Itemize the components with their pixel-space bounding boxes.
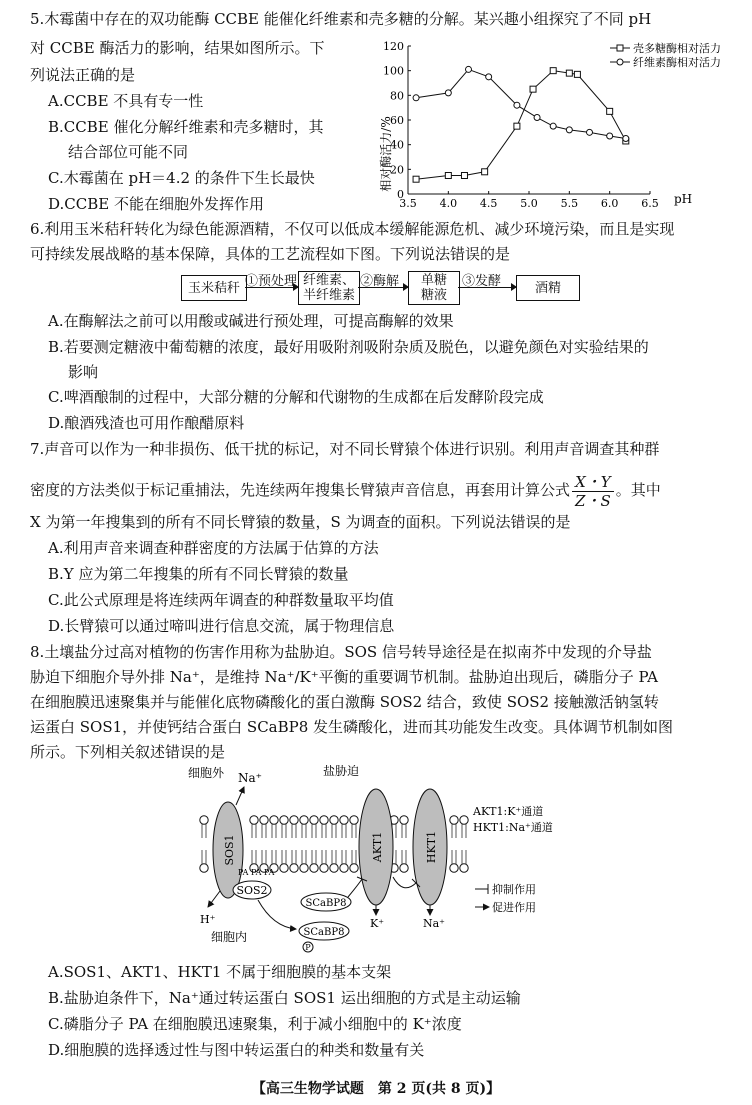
- salt-stress-label: 盐胁迫: [323, 765, 360, 778]
- q7-option-a: A.利用声音来调查种群密度的方法属于估算的方法: [48, 539, 379, 557]
- x-tick-label: 4.0: [439, 197, 458, 210]
- flow-box-sugar: 单糖 糖液: [408, 271, 460, 305]
- scabp8-label: SCaBP8: [305, 898, 347, 909]
- lipid-head: [350, 816, 358, 824]
- lipid-head: [280, 864, 288, 872]
- q6-option-c: C.啤酒酿制的过程中，大部分糖的分解和代谢物的生成都在后发酵阶段完成: [48, 388, 544, 406]
- q6-option-b: B.若要测定糖液中葡萄糖的浓度，最好用吸附剂吸附杂质及脱色，以避免颜色对实验结果的: [48, 338, 649, 356]
- q6-option-d: D.酿酒残渣也可用作酿醋原料: [48, 414, 245, 432]
- na-efflux-arrow: [236, 787, 244, 805]
- q7-stem-line2: [30, 468, 661, 512]
- sos2-to-scabp8p-arrow: [258, 900, 296, 929]
- q5-option-b-cont: 结合部位可能不同: [68, 143, 189, 161]
- scabp8p-label: SCaBP8: [303, 927, 345, 938]
- series-point-circle: [514, 102, 520, 108]
- lipid-head: [270, 816, 278, 824]
- q8-option-a: A.SOS1、AKT1、HKT1 不属于细胞膜的基本支架: [48, 963, 392, 981]
- legend-label-0: 壳多糖酶相对活力: [633, 42, 721, 55]
- legend-marker-circle: [617, 59, 623, 65]
- x-tick-label: 4.5: [479, 197, 498, 210]
- q7-stem-line2-end: 。其中: [615, 481, 661, 499]
- q5-option-b: B.CCBE 催化分解纤维素和壳多糖时，其: [48, 118, 324, 136]
- q6-stem-line1: 6.利用玉米秸秆转化为绿色能源酒精，不仅可以低成本缓解能源危机、减少环境污染，而且是实现: [30, 220, 675, 238]
- series-point-circle: [623, 136, 629, 142]
- q8-stem-line3: 在细胞膜迅速聚集并与能催化底物磷酸化的蛋白激酶 SOS2 结合，致使 SOS2 接触激活钠氢转: [30, 693, 659, 711]
- lipid-head: [320, 816, 328, 824]
- q7-option-d: D.长臂猿可以通过啼叫进行信息交流，属于物理信息: [48, 617, 395, 635]
- series-point-square: [530, 86, 536, 92]
- q7-stem-line2-text: 密度的方法类似于标记重捕法，先连续两年搜集长臂猿声音信息，再套用计算公式: [30, 481, 571, 499]
- flow-step-ferment: ③发酵: [462, 274, 502, 289]
- chart-legend: [610, 41, 721, 69]
- chart-ylabel: 相对酶活力/%: [379, 116, 393, 192]
- q8-stem-line4: 运蛋白 SOS1，并使钙结合蛋白 SCaBP8 发生磷酸化，进而其功能发生改变。具体调节机制如图: [30, 718, 674, 736]
- chart-series: [413, 66, 629, 182]
- akt1-to-hkt1-inhibit: [393, 877, 416, 888]
- lipid-head: [300, 816, 308, 824]
- na-in-label: Na⁺: [423, 917, 445, 930]
- series-point-square: [566, 70, 572, 76]
- x-tick-label: 3.5: [399, 197, 417, 210]
- series-point-circle: [550, 123, 556, 129]
- q7-option-b: B.Y 应为第二年搜集的所有不同长臂猿的数量: [48, 565, 349, 583]
- series-point-circle: [587, 129, 593, 135]
- chart-xlabel: pH: [674, 192, 693, 206]
- lipid-head: [450, 816, 458, 824]
- lipid-head: [450, 864, 458, 872]
- series-point-square: [574, 71, 580, 77]
- sos1-label: SOS1: [223, 834, 236, 866]
- lipid-head: [260, 816, 268, 824]
- lipid-head: [290, 864, 298, 872]
- q8-option-b: B.盐胁迫条件下，Na⁺通过转运蛋白 SOS1 运出细胞的方式是主动运输: [48, 989, 521, 1007]
- lipid-head: [320, 864, 328, 872]
- population-formula: [572, 473, 614, 510]
- series-point-square: [445, 173, 451, 179]
- akt1-note: AKT1:K⁺通道: [473, 805, 544, 818]
- series-point-square: [607, 108, 613, 114]
- flow-arrow-2: [358, 287, 408, 288]
- lipid-head: [350, 864, 358, 872]
- q8-stem-line2: 胁迫下细胞介导外排 Na⁺，是维持 Na⁺/K⁺平衡的重要调节机制。盐胁迫出现后，磷脂分子 PA: [30, 668, 659, 686]
- q5-stem-line3: 列说法正确的是: [30, 66, 136, 84]
- lipid-head: [460, 816, 468, 824]
- na-out-label: Na⁺: [238, 771, 262, 785]
- lipid-head: [310, 816, 318, 824]
- outside-label: 细胞外: [188, 766, 225, 780]
- q5-option-c: C.木霉菌在 pH＝4.2 的条件下生长最快: [48, 169, 315, 187]
- flow-box-cellulose: 纤维素、 半纤维素: [298, 271, 360, 305]
- q8-option-d: D.细胞膜的选择透过性与图中转运蛋白的种类和数量有关: [48, 1041, 425, 1059]
- lipid-head: [290, 816, 298, 824]
- y-tick-label: 100: [383, 64, 404, 78]
- pa-label-1: PA: [238, 868, 249, 877]
- formula-denominator: Z・S: [575, 491, 611, 510]
- lipid-head: [310, 864, 318, 872]
- q6-option-b-cont: 影响: [68, 363, 99, 381]
- lipid-head: [340, 816, 348, 824]
- q7-stem-line1: 7.声音可以作为一种非损伤、低干扰的标记，对不同长臂猿个体进行识别。利用声音调查其种群: [30, 440, 660, 458]
- y-tick-label: 60: [390, 114, 404, 127]
- legend-label-1: 纤维素酶相对活力: [633, 56, 721, 69]
- legend-promote-label: 促进作用: [492, 901, 536, 914]
- lipid-head: [400, 864, 408, 872]
- series-point-square: [461, 173, 467, 179]
- lipid-head: [400, 816, 408, 824]
- series-point-circle: [466, 66, 472, 72]
- q5-stem-line1: 5.木霉菌中存在的双功能酶 CCBE 能催化纤维素和壳多糖的分解。某兴趣小组探究了不同 pH: [30, 10, 652, 28]
- pa-label-2: PA: [251, 868, 262, 877]
- hkt1-note: HKT1:Na⁺通道: [473, 821, 553, 834]
- lipid-head: [280, 816, 288, 824]
- q8-stem-line1: 8.土壤盐分过高对植物的伤害作用称为盐胁迫。SOS 信号转导途径是在拟南芥中发现的介导盐: [30, 643, 652, 661]
- h-influx-arrow: [208, 891, 220, 907]
- series-point-circle: [413, 95, 419, 101]
- sos-pathway-diagram: [178, 765, 598, 960]
- q5-option-d: D.CCBE 不能在细胞外发挥作用: [48, 195, 264, 213]
- phosphate-label: P: [305, 943, 311, 952]
- q6-stem-line2: 可持续发展战略的基本保障，具体的工艺流程如下图。下列说法错误的是: [30, 245, 511, 263]
- q8-stem-line5: 所示。下列相关叙述错误的是: [30, 743, 226, 761]
- y-tick-label: 40: [390, 138, 404, 152]
- x-tick-label: 5.0: [520, 197, 538, 210]
- flow-arrow-3: [458, 287, 516, 288]
- lipid-head: [250, 816, 258, 824]
- legend-inhibit-label: 抑制作用: [492, 883, 536, 896]
- x-tick-label: 6.0: [600, 197, 619, 210]
- flow-arrow-1: [245, 287, 298, 288]
- y-tick-label: 80: [390, 89, 404, 103]
- lipid-head: [330, 864, 338, 872]
- lipid-head: [200, 864, 208, 872]
- flow-step-pretreat: ①预处理: [245, 274, 298, 289]
- series-point-square: [550, 68, 556, 74]
- y-tick-label: 120: [383, 40, 404, 53]
- series-point-circle: [534, 115, 540, 121]
- q7-stem-line3: X 为第一年搜集到的所有不同长臂猿的数量，S 为调查的面积。下列说法错误的是: [30, 513, 571, 531]
- k-in-label: K⁺: [370, 917, 385, 930]
- lipid-head: [200, 816, 208, 824]
- legend-marker-square: [617, 45, 623, 51]
- q8-option-c: C.磷脂分子 PA 在细胞膜迅速聚集，利于减小细胞中的 K⁺浓度: [48, 1015, 462, 1033]
- series-line-0: [416, 71, 626, 180]
- series-line-1: [416, 69, 626, 138]
- lipid-head: [340, 864, 348, 872]
- flow-box-alcohol: 酒精: [516, 275, 580, 301]
- y-tick-label: 20: [390, 163, 404, 177]
- h-in-label: H⁺: [200, 913, 216, 926]
- sos2-label: SOS2: [236, 884, 268, 897]
- pa-label-3: PA: [264, 868, 275, 877]
- inside-label: 细胞内: [211, 930, 248, 944]
- lipid-head: [300, 864, 308, 872]
- series-point-square: [413, 176, 419, 182]
- x-tick-label: 6.5: [641, 197, 659, 210]
- y-tick-label: 0: [397, 188, 404, 201]
- page-footer: 【高三生物学试题 第 2 页(共 8 页)】: [251, 1081, 501, 1097]
- hkt1-label: HKT1: [425, 830, 438, 864]
- scabp8-inhibit-akt1: [348, 879, 362, 897]
- q5-option-a: A.CCBE 不具有专一性: [48, 92, 204, 110]
- akt1-label: AKT1: [371, 831, 384, 863]
- flow-box-straw: 玉米秸秆: [181, 275, 247, 301]
- q5-stem-line2: 对 CCBE 酶活力的影响，结果如图所示。下: [30, 39, 325, 57]
- series-point-circle: [445, 90, 451, 96]
- series-point-circle: [486, 74, 492, 80]
- x-tick-label: 5.5: [560, 197, 579, 210]
- formula-numerator: X・Y: [572, 473, 614, 492]
- series-point-square: [482, 169, 488, 175]
- q7-option-c: C.此公式原理是将连续两年调查的种群数量取平均值: [48, 591, 394, 609]
- series-point-circle: [607, 133, 613, 139]
- flow-step-enzymolysis: ②酶解: [360, 274, 400, 289]
- ph-activity-chart: [378, 36, 750, 221]
- series-point-square: [514, 123, 520, 129]
- lipid-head: [460, 864, 468, 872]
- series-point-circle: [566, 127, 572, 133]
- chart-axes: [408, 46, 650, 194]
- lipid-head: [330, 816, 338, 824]
- q6-option-a: A.在酶解法之前可以用酸或碱进行预处理，可提高酶解的效果: [48, 312, 454, 330]
